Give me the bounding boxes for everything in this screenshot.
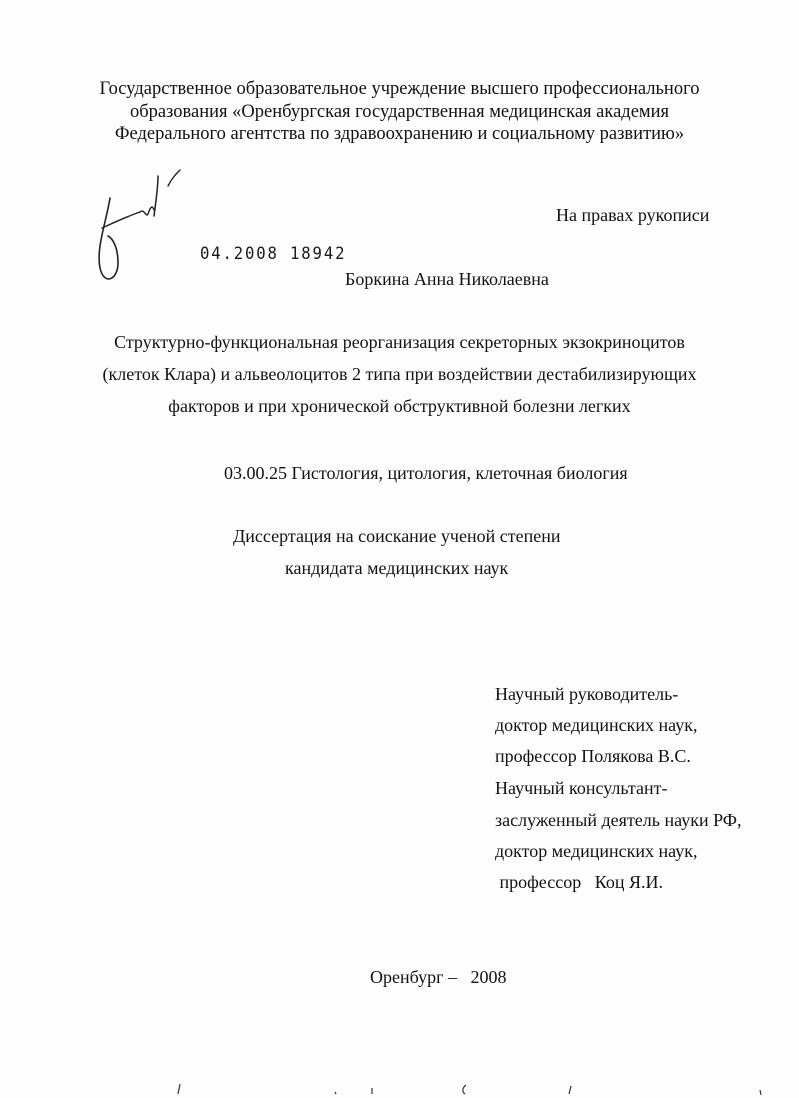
rights-note: На правах рукописи: [556, 205, 710, 225]
institution-line-3: Федерального агентства по здравоохранению и социальному развитию»: [114, 124, 685, 144]
author-name: Боркина Анна Николаевна: [345, 269, 549, 289]
institution-line-2: образования «Оренбургская государственная медицинская академия: [129, 102, 670, 122]
advisor-line-3: профессор Полякова В.С.: [495, 746, 691, 766]
handwritten-signature: [88, 168, 198, 293]
advisor-line-1: Научный руководитель-: [495, 684, 679, 704]
title-line-3: факторов и при хронической обструктивной болезни легких: [168, 396, 631, 416]
registration-stamp: 04.2008 18942: [200, 244, 347, 264]
advisor-line-6: доктор медицинских наук,: [495, 841, 698, 861]
title-line-1: Структурно-функциональная реорганизация секреторных экзокриноцитов: [114, 332, 685, 352]
advisor-line-4: Научный консультант-: [495, 778, 668, 798]
scan-specks: [0, 1070, 799, 1098]
advisor-line-2: доктор медицинских наук,: [495, 715, 698, 735]
advisor-line-7: профессор Коц Я.И.: [495, 872, 663, 892]
institution-line-1: Государственное образовательное учреждение высшего профессионального: [99, 79, 700, 99]
degree-line-1: Диссертация на соискание ученой степени: [233, 526, 561, 546]
degree-line-2: кандидата медицинских наук: [285, 558, 509, 578]
specialty-code: 03.00.25 Гистология, цитология, клеточная биология: [224, 463, 628, 483]
city-year: Оренбург – 2008: [370, 967, 507, 987]
title-line-2: (клеток Клара) и альвеолоцитов 2 типа при воздействии дестабилизирующих: [102, 364, 697, 384]
advisor-line-5: заслуженный деятель науки РФ,: [495, 810, 742, 830]
